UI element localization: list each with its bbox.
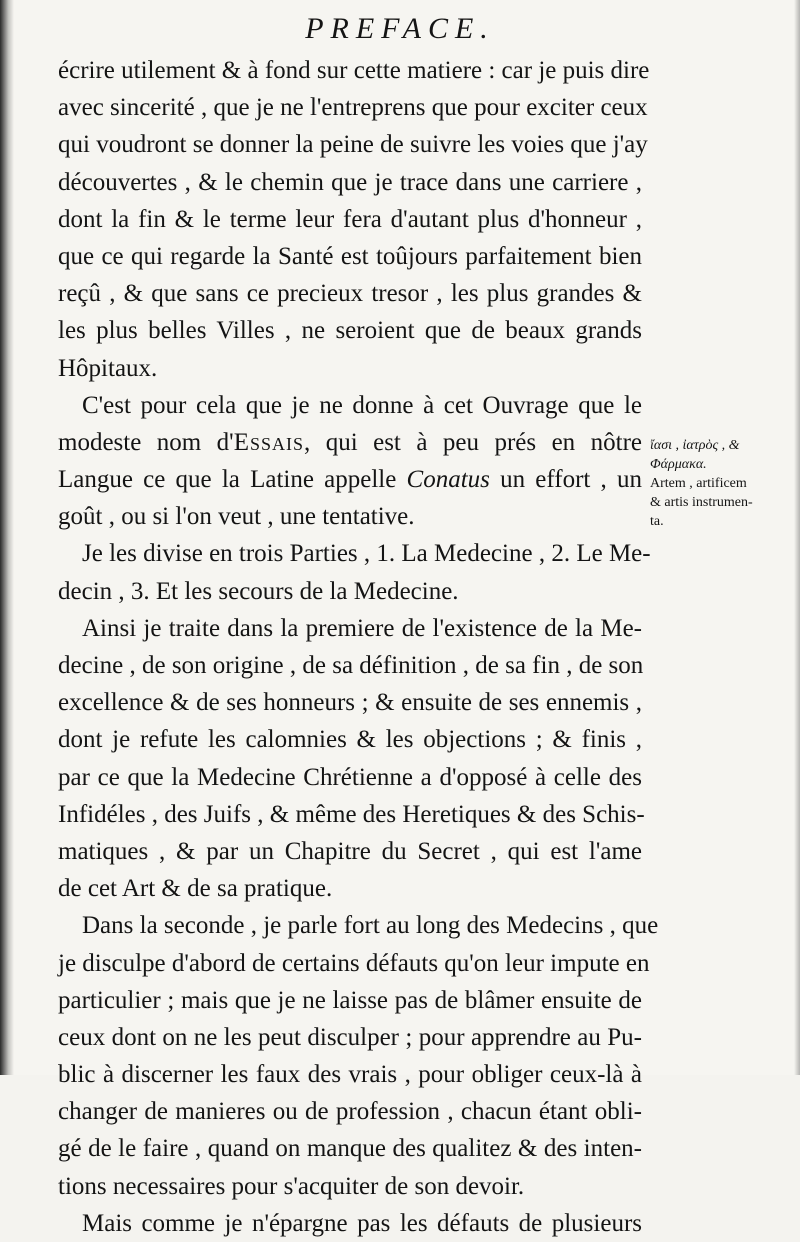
text-line: Hôpitaux. [58, 354, 158, 382]
text-line: dont je refute les calomnies & les objections ; & finis , [58, 726, 642, 754]
page-edge-shadow [794, 0, 800, 1075]
text-line: je disculpe d'abord de certains défauts qu'on leur impute en [58, 949, 650, 977]
text-line: reçû , & que sans ce precieux tresor , les plus grandes & [58, 280, 642, 308]
text-line: blic à discerner les faux des vrais , pour obliger ceux-là à [58, 1061, 642, 1089]
text-line: Ainsi je traite dans la premiere de l'existence de la Me- [82, 614, 642, 642]
text-line: excellence & de ses honneurs ; & ensuite de ses ennemis , [58, 689, 642, 717]
margin-note-latin: & artis instrumen- [650, 495, 753, 510]
text-line [58, 424, 642, 461]
text-line: qui voudront se donner la peine de suivre les voies que j'ay [58, 131, 648, 159]
text-line: matiques , & par un Chapitre du Secret , qui est l'ame [58, 837, 642, 865]
text-line: Infidéles , des Juifs , & même des Heretiques & des Schis- [58, 800, 645, 828]
text-line: dont la fin & le terme leur fera d'autant plus d'honneur , [58, 205, 642, 233]
body-text [58, 52, 659, 1242]
margin-note-greek: Φάρμακα. [650, 457, 707, 472]
text-line: Je les divise en trois Parties , 1. La Medecine , 2. Le Me- [82, 540, 651, 568]
running-head: PREFACE. [305, 12, 495, 45]
text-line: changer de manieres ou de profession , chacun étant obli- [58, 1098, 642, 1126]
text-line: Mais comme je n'épargne pas les défauts de plusieurs [82, 1209, 642, 1237]
text-line: ceux dont on ne les peut disculper ; pour apprendre au Pu- [58, 1023, 642, 1051]
italic-word: Conatus [406, 466, 490, 494]
text-segment: , qui est à peu prés en nôtre [303, 428, 642, 456]
margin-note [650, 436, 798, 531]
text-line: tions necessaires pour s'acquiter de son devoir. [58, 1172, 525, 1200]
text-line: decine , de son origine , de sa définition , de sa fin , de son [58, 652, 644, 679]
text-line: que ce qui regarde la Santé est toûjours parfaitement bien [58, 242, 642, 270]
text-line: gé de le faire , quand on manque des qualitez & des inten- [58, 1135, 642, 1163]
margin-note-latin: ta. [650, 514, 664, 529]
text-line: avec sincerité , que je ne l'entreprens que pour exciter ceux [58, 94, 648, 122]
text-line: decin , 3. Et les secours de la Medecine. [58, 577, 459, 605]
small-caps-word: Essais [233, 428, 304, 456]
text-line [58, 461, 642, 498]
text-segment: un effort , un [489, 466, 642, 494]
text-segment: modeste nom d' [58, 428, 234, 456]
page-gutter-shadow [0, 0, 14, 1075]
margin-note-greek: ἴασι , ἰατρὸς , & [650, 438, 740, 453]
text-segment: Langue ce que la Latine appelle [58, 466, 407, 494]
text-line: particulier ; mais que je ne laisse pas de blâmer ensuite de [58, 986, 642, 1014]
text-line: goût , ou si l'on veut , une tentative. [58, 503, 415, 531]
text-line: Dans la seconde , je parle fort au long des Medecins , que [82, 912, 659, 940]
text-line: les plus belles Villes , ne seroient que de beaux grands [58, 317, 642, 345]
text-line: découvertes , & le chemin que je trace dans une carriere , [58, 168, 642, 196]
margin-note-latin: Artem , artificem [650, 476, 747, 491]
text-line: écrire utilement & à fond sur cette matiere : car je puis dire [58, 57, 650, 84]
text-line: par ce que la Medecine Chrétienne a d'opposé à celle des [58, 763, 642, 791]
text-line: C'est pour cela que je ne donne à cet Ouvrage que le [82, 391, 642, 419]
text-line: de cet Art & de sa pratique. [58, 875, 333, 903]
